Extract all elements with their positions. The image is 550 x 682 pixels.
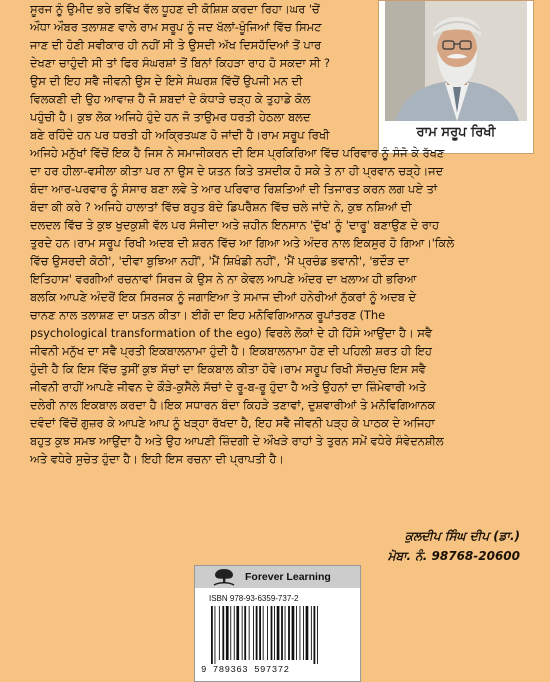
blurb-text xyxy=(30,0,530,468)
blurb-line: ਬੰਦਾ ਕੀ ਕਰੇ ? ਅਜਿਹੇ ਹਾਲਾਤਾਂ ਵਿੱਚ ਬਹੁਤ ਬੰਦੇ ਡਿਪਰੈਸ਼ਨ ਵਿੱਚ ਚਲੇ ਜਾਂਦੇ ਨੇ, ਕੁਝ ਨਸ਼ਿਆਂ ਦੀ xyxy=(30,200,412,214)
blurb-line: ਵਿੱਚ ਉਸਰਦੀ ਕੋਠੀ', 'ਦੀਵਾ ਬੁਝਿਆ ਨਹੀਂ', 'ਮੈਂ ਸ਼ਿਖੰਡੀ ਨਹੀਂ', 'ਮੈਂ ਪ੍ਰਚੰਡ ਭਵਾਨੀ', 'ਭਦੌੜ ਦਾ xyxy=(30,254,409,268)
blurb-line: ਦੇਖਣਾ ਚਾਹੁੰਦੀ ਸੀ ਤਾਂ ਫਿਰ ਸੰਘਰਸ਼ਾਂ ਤੋਂ ਬਿਨਾਂ ਕਿਹੜਾ ਰਾਹ ਹੋ ਸਕਦਾ ਸੀ ? xyxy=(30,56,331,70)
publisher-bar xyxy=(195,566,360,588)
barcode-bar xyxy=(259,606,261,660)
blurb-line: ਜੀਵਨੀ ਰਾਹੀਂ ਆਪਣੇ ਜੀਵਨ ਦੇ ਕੌੜੇ-ਕੁਸੈਲੇ ਸੱਚਾਂ ਦੇ ਰੂ-ਬ-ਰੂ ਹੁੰਦਾ ਹੈ ਅਤੇ ਉਹਨਾਂ ਦਾ ਜ਼ਿੰਮੇਵਾਰੀ ਅਤੇ xyxy=(30,380,427,394)
barcode-bar xyxy=(285,606,286,660)
blurb-line: ਅਜਿਹੇ ਮਨੁੱਖਾਂ ਵਿੱਚੋਂ ਇਕ ਹੈ ਜਿਸ ਨੇ ਸਮਾਜੀਕਰਨ ਦੀ ਇਸ ਪ੍ਰਕਿਰਿਆ ਵਿੱਚ ਪਰਿਵਾਰ ਨੂੰ ਸੰਜੋ ਕੇ ਰੱਖਣ xyxy=(30,146,445,160)
blurb-line: ਬਹੁਤ ਕੁਝ ਸਮਝ ਆਉਂਦਾ ਹੈ ਅਤੇ ਉਹ ਆਪਣੀ ਜ਼ਿੰਦਗੀ ਦੇ ਔਖੜੇ ਰਾਹਾਂ ਤੇ ਤੁਰਨ ਸਮੇਂ ਵਧੇਰੇ ਸੰਵੇਦਨਸ਼ੀਲ xyxy=(30,434,444,448)
barcode-bar xyxy=(215,606,216,664)
blurb-line: ਇਤਿਹਾਸ' ਵਰਗੀਆਂ ਰਚਨਾਵਾਂ ਸਿਰਜ ਕੇ ਉਸ ਨੇ ਨਾ ਕੇਵਲ ਆਪਣੇ ਅੰਦਰ ਦਾ ਖਲਾਅ ਹੀ ਭਰਿਆ xyxy=(30,272,417,286)
barcode-bar xyxy=(274,606,275,660)
barcode-bar xyxy=(288,606,290,660)
barcode-bar xyxy=(256,606,258,660)
blurb-line: ਔਧਾ ਔਬਰ ਤਲਾਸ਼ਣ ਵਾਲੇ ਰਾਮ ਸਰੂਪ ਨੂੰ ਜਦ ਖੱਲਾਂ-ਖੂੰਜਿਆਂ ਵਿੱਚ ਸਿਮਟ xyxy=(30,20,322,34)
blurb-line: psychological transformation of the ego) ਵਿਰਲੇ ਲੋਕਾਂ ਦੇ ਹੀ ਹਿੱਸੇ ਆਉਂਦਾ ਹੈ। ਸਵੈ xyxy=(30,326,432,340)
blurb-line: ਸੂਰਜ ਨੂੰ ਉਮੀਦ ਭਰੇ ਭਵਿੱਖ ਵੱਲ ਧੂਹਣ ਦੀ ਕੋਸ਼ਿਸ਼ ਕਰਦਾ ਰਿਹਾ।ਘਰ 'ਚੋਂ xyxy=(30,2,320,16)
signature-phone: ਮੋਬਾ. ਨੰ. 98768-20600 xyxy=(387,549,520,563)
barcode-bar xyxy=(222,606,224,660)
barcode-bar xyxy=(234,606,235,660)
blurb-line: ਚਾਨਣ ਨਾਲ ਤਲਾਸ਼ਣ ਦਾ ਯਤਨ ਕੀਤਾ। ਈਗੋ ਦਾ ਇਹ ਮਨੋਵਿਗਿਆਨਕ ਰੂਪਾਂਤਰਣ (The xyxy=(30,308,386,322)
barcode-bar xyxy=(317,606,318,664)
blurb-line: ਅਤੇ ਵਧੇਰੇ ਸੁਚੇਤ ਹੁੰਦਾ ਹੈ। ਇਹੀ ਇਸ ਰਚਨਾ ਦੀ ਪ੍ਰਾਪਤੀ ਹੈ। xyxy=(30,452,284,466)
barcode xyxy=(207,606,345,664)
author-photo-caption: ਰਾਮ ਸਰੂਪ ਰਿਖੀ xyxy=(416,125,496,140)
barcode-bar xyxy=(271,606,273,660)
barcode-bar xyxy=(303,606,304,660)
signature-name: ਕੁਲਦੀਪ ਸਿੰਘ ਦੀਪ (ਡਾ.) xyxy=(405,529,520,543)
barcode-bar xyxy=(249,606,250,660)
blurb-line: ਹੁੰਦੀ ਹੈ ਕਿ ਇਸ ਵਿੱਚ ਤੁਸੀਂ ਕੁਝ ਸੱਚਾਂ ਦਾ ਇਕਬਾਲ ਕੀਤਾ ਹੋਵੇ।ਰਾਮ ਸਰੂਪ ਰਿਖੀ ਸੱਚਮੁਚ ਇਸ ਸਵੈ xyxy=(30,362,426,376)
tree-icon xyxy=(211,567,237,587)
barcode-digits: 9 789363 597372 xyxy=(201,665,290,675)
blurb-line: ਜਾਣ ਦੀ ਹੋਣੀ ਸਵੀਕਾਰ ਹੀ ਨਹੀਂ ਸੀ ਤੇ ਉਸਦੀ ਅੱਖ ਦਿਸਹੱਦਿਆਂ ਤੋਂ ਪਾਰ xyxy=(30,38,322,52)
isbn-label: ISBN 978-93-6359-737-2 xyxy=(209,594,299,603)
barcode-bar xyxy=(236,606,239,660)
barcode-bar xyxy=(244,606,246,660)
blurb-line: ਜੀਵਨੀ ਮਨੁੱਖ ਦਾ ਸਵੈ ਪ੍ਰਤੀ ਇਕਬਾਲਨਾਮਾ ਹੁੰਦੀ ਹੈ। ਇਕਬਾਲਨਾਮਾ ਹੋਣ ਦੀ ਪਹਿਲੀ ਸ਼ਰਤ ਹੀ ਇਹ xyxy=(30,344,432,358)
blurb-line: ਦਵੰਦਾਂ ਵਿੱਚੋਂ ਗੁਜ਼ਰ ਕੇ ਆਪਣੇ ਆਪ ਨੂੰ ਖੜ੍ਹਾ ਰੱਖਦਾ ਹੈ, ਇਹ ਸਵੈ ਜੀਵਨੀ ਪੜ੍ਹ ਕੇ ਪਾਠਕ ਦੇ ਅਜਿਹਾ xyxy=(30,416,435,430)
barcode-bar xyxy=(300,606,301,660)
barcode-bar xyxy=(253,606,254,660)
barcode-bar xyxy=(306,606,309,660)
signature-block xyxy=(300,526,520,566)
blurb-line: ਦਲਦਲ ਵਿੱਚ ਤੇ ਕੁਝ ਖੁਦਕੁਸ਼ੀ ਵੱਲ ਪਰ ਸੰਜੀਦਾ ਅਤੇ ਜ਼ਹੀਨ ਇਨਸਾਨ 'ਦੁੱਖ' ਨੂੰ 'ਦਾਰੂ' ਬਣਾਉਣ ਦੇ ਰਾਹ xyxy=(30,218,440,232)
barcode-bar xyxy=(296,606,297,660)
blurb-line: ਤੁਰਦੇ ਹਨ।ਰਾਮ ਸਰੂਪ ਰਿਖੀ ਅਦਬ ਦੀ ਸ਼ਰਨ ਵਿੱਚ ਆ ਗਿਆ ਅਤੇ ਅੰਦਰ ਨਾਲ ਇਕਸੁਰ ਹੋ ਗਿਆ।'ਕਿਲੇ xyxy=(30,236,455,250)
barcode-bar xyxy=(263,606,264,660)
barcode-bar xyxy=(226,606,229,660)
blurb-line: ਵਿਲਕਣੀ ਦੀ ਉਹ ਆਵਾਜ਼ ਹੈ ਜੋ ਸ਼ਬਦਾਂ ਦੇ ਕੰਧਾੜੇ ਚੜ੍ਹ ਕੇ ਤੁਹਾਡੇ ਕੋਲ xyxy=(30,92,311,106)
blurb-line: ਬੰਦਾ ਆਰ-ਪਰਵਾਰ ਨੂੰ ਸੰਸਾਰ ਬਣਾ ਲਵੇ ਤੇ ਆਰ ਪਰਿਵਾਰ ਰਿਸ਼ਤਿਆਂ ਦੀ ਤਿਜਾਰਤ ਕਰਨ ਲਗ ਪਏ ਤਾਂ xyxy=(30,182,438,196)
barcode-bar xyxy=(281,606,283,660)
barcode-box xyxy=(194,565,361,682)
barcode-bar xyxy=(242,606,243,660)
barcode-bar xyxy=(277,606,280,660)
blurb-line: ਉਸ ਦੀ ਇਹ ਸਵੈ ਜੀਵਨੀ ਉਸ ਦੇ ਇਸੇ ਸੰਘਰਸ਼ ਵਿੱਚੋਂ ਉਪਜੀ ਮਨ ਦੀ xyxy=(30,74,303,88)
blurb-line: ਬਣੇ ਰਹਿੰਦੇ ਹਨ ਪਰ ਧਰਤੀ ਹੀ ਅਕ੍ਰਿਤਘਣ ਹੋ ਜਾਂਦੀ ਹੈ।ਰਾਮ ਸਰੂਪ ਰਿਖੀ xyxy=(30,128,330,142)
publisher-name: Forever Learning xyxy=(245,571,331,583)
barcode-bar xyxy=(292,606,295,660)
blurb-line: ਦਾ ਹਰ ਹੀਲਾ-ਵਸੀਲਾ ਕੀਤਾ ਪਰ ਨਾ ਉਸ ਦੇ ਯਤਨ ਕਿਤੇ ਤਸਦੀਕ ਹੋ ਸਕੇ ਤੇ ਨਾ ਹੀ ਪ੍ਰਵਾਨ ਚੜ੍ਹੇ।ਜਦ xyxy=(30,164,444,178)
blurb-line: ਪਹੁੰਚੀ ਹੈ। ਕੁਝ ਲੋਕ ਅਜਿਹੇ ਹੁੰਦੇ ਹਨ ਜੋ ਤਾਉਮਰ ਧਰਤੀ ਹੇਠਲਾ ਬਲਦ xyxy=(30,110,311,124)
barcode-bar xyxy=(219,606,220,660)
barcode-bar xyxy=(230,606,231,660)
blurb-line: ਬਲਕਿ ਆਪਣੇ ਅੰਦਰੋਂ ਇਕ ਸਿਰਜਕ ਨੂੰ ਜਗਾਇਆ ਤੇ ਸਮਾਜ ਦੀਆਂ ਹਨੇਰੀਆਂ ਨੁੱਕਰਾਂ ਨੂੰ ਅਦਬ ਦੇ xyxy=(30,290,417,304)
blurb-line: ਦਲੇਰੀ ਨਾਲ ਇਕਬਾਲ ਕਰਦਾ ਹੈ।ਇਕ ਸਧਾਰਨ ਬੰਦਾ ਕਿਹੜੇ ਤਣਾਵਾਂ, ਦੁਸ਼ਵਾਰੀਆਂ ਤੇ ਮਨੋਵਿਗਿਆਨਕ xyxy=(30,398,436,412)
barcode-bar xyxy=(314,606,316,664)
barcode-bar xyxy=(311,606,312,660)
barcode-bar xyxy=(211,606,213,664)
barcode-bar xyxy=(267,606,268,660)
